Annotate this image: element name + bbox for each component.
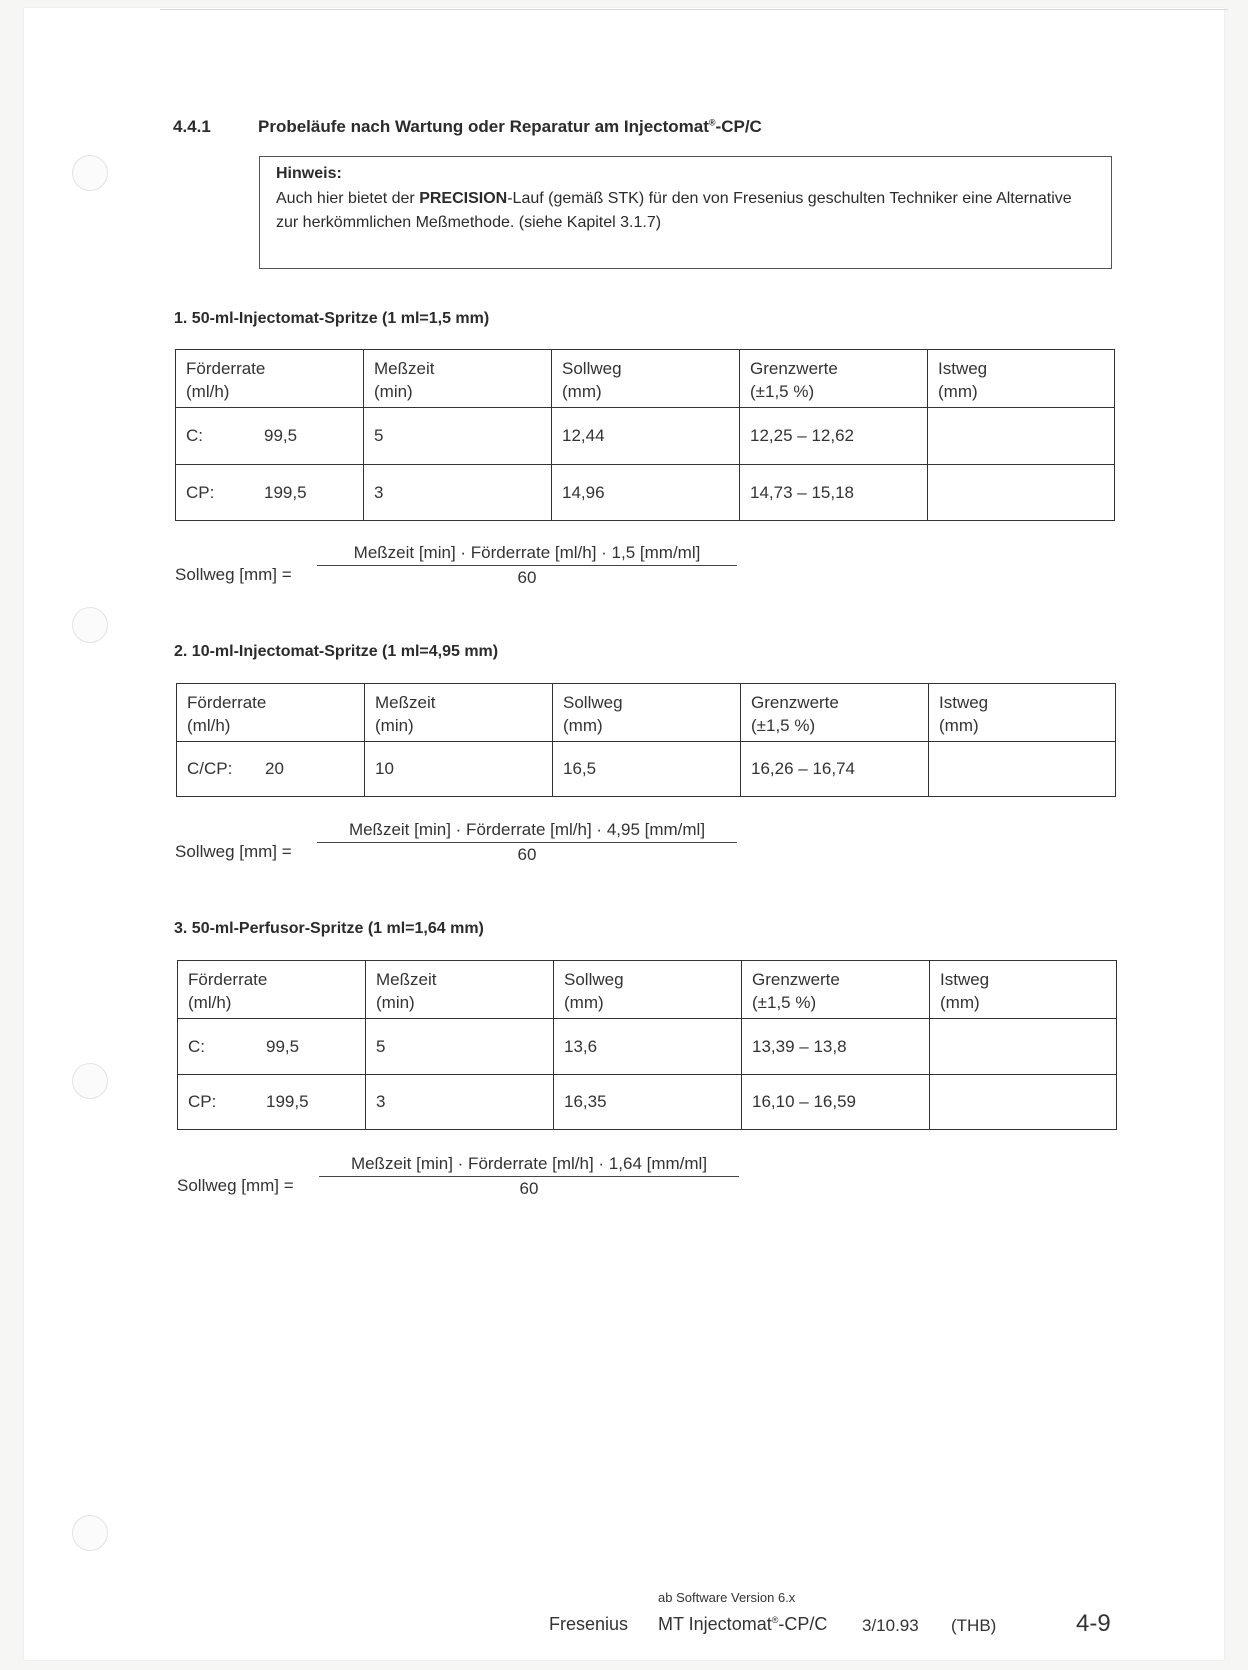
formula-lhs: Sollweg [mm] =: [175, 565, 292, 584]
formula-lhs: Sollweg [mm] =: [177, 1176, 294, 1195]
target-cell: 16,5: [553, 742, 741, 797]
table-heading-2: 2. 10-ml-Injectomat-Spritze (1 ml=4,95 mm): [174, 643, 499, 660]
note-text-end: -Lauf (gemäß STK) für den von Fresenius geschulten Techniker eine Alternative zur herkömmlichen Meßmethode. (siehe Kapitel 3.1.7): [276, 190, 1072, 231]
column-header: Sollweg (mm): [553, 684, 741, 742]
formula-fraction: [317, 820, 737, 865]
table-row: [176, 465, 1115, 521]
measurement-table-2: [176, 683, 1116, 797]
actual-cell: [930, 1019, 1117, 1075]
target-cell: 13,6: [554, 1019, 742, 1075]
formula-fraction: [317, 543, 737, 588]
footer-software-version: ab Software Version 6.x: [658, 1590, 796, 1605]
time-cell: 3: [366, 1075, 554, 1130]
target-cell: 16,35: [554, 1075, 742, 1130]
actual-cell: [930, 1075, 1117, 1130]
note-text-start: Auch hier bietet der: [276, 190, 420, 207]
column-header: Grenzwerte (±1,5 %): [742, 961, 930, 1019]
column-header: Förderrate (ml/h): [178, 961, 366, 1019]
rate-cell: C/CP: 20: [177, 742, 365, 797]
limits-cell: 12,25 – 12,62: [740, 408, 928, 465]
footer-author: (THB): [951, 1616, 997, 1635]
measurement-table-1: [175, 349, 1115, 521]
formula-fraction: [319, 1154, 739, 1199]
table-heading-1: 1. 50-ml-Injectomat-Spritze (1 ml=1,5 mm): [174, 310, 490, 327]
column-header: Grenzwerte (±1,5 %): [740, 350, 928, 408]
table-header-row: [176, 350, 1115, 408]
formula-denominator: 60: [517, 568, 537, 587]
note-title: Hinweis:: [276, 165, 342, 182]
table-row: [178, 1019, 1117, 1075]
registered-mark: ®: [771, 1615, 779, 1625]
time-cell: 10: [365, 742, 553, 797]
note-text: [276, 187, 1095, 235]
section-title-suffix: -CP/C: [715, 117, 762, 136]
limits-cell: 13,39 – 13,8: [742, 1019, 930, 1075]
actual-cell: [929, 742, 1116, 797]
formula-numerator: Meßzeit [min] · Förderrate [ml/h] · 1,5 [mm/ml]: [317, 543, 737, 566]
footer-company: Fresenius: [549, 1614, 629, 1634]
section-number: 4.4.1: [173, 117, 211, 136]
table-row: [176, 408, 1115, 465]
column-header: Sollweg (mm): [552, 350, 740, 408]
punch-hole: [72, 607, 108, 643]
time-cell: 5: [364, 408, 552, 465]
section-title: [258, 117, 762, 137]
column-header: Meßzeit (min): [364, 350, 552, 408]
table-heading-3: 3. 50-ml-Perfusor-Spritze (1 ml=1,64 mm): [174, 920, 484, 937]
table-header-row: [177, 684, 1116, 742]
page-number: 4-9: [1076, 1610, 1111, 1637]
column-header: Grenzwerte (±1,5 %): [741, 684, 929, 742]
punch-hole: [72, 1063, 108, 1099]
rate-cell: C: 99,5: [178, 1019, 366, 1075]
column-header: Istweg (mm): [929, 684, 1116, 742]
punch-hole: [72, 155, 108, 191]
punch-hole: [72, 1515, 108, 1551]
formula-numerator: Meßzeit [min] · Förderrate [ml/h] · 4,95 [mm/ml]: [317, 820, 737, 843]
section-title-main: Probeläufe nach Wartung oder Reparatur am Injectomat: [258, 117, 709, 136]
column-header: Förderrate (ml/h): [176, 350, 364, 408]
formula-numerator: Meßzeit [min] · Förderrate [ml/h] · 1,64 [mm/ml]: [319, 1154, 739, 1177]
note-text-bold: PRECISION: [419, 190, 508, 207]
column-header: Meßzeit (min): [366, 961, 554, 1019]
table-row: [178, 1075, 1117, 1130]
registered-mark: ®: [708, 117, 716, 128]
top-edge-line: [160, 9, 1228, 10]
column-header: Förderrate (ml/h): [177, 684, 365, 742]
table-row: [177, 742, 1116, 797]
note-box: [259, 156, 1112, 269]
formula-lhs: Sollweg [mm] =: [175, 842, 292, 861]
measurement-table-3: [177, 960, 1117, 1130]
formula-denominator: 60: [517, 845, 537, 864]
rate-cell: CP: 199,5: [178, 1075, 366, 1130]
target-cell: 12,44: [552, 408, 740, 465]
column-header: Istweg (mm): [930, 961, 1117, 1019]
limits-cell: 14,73 – 15,18: [740, 465, 928, 521]
target-cell: 14,96: [552, 465, 740, 521]
footer-product: [658, 1614, 827, 1635]
column-header: Meßzeit (min): [365, 684, 553, 742]
table-header-row: [178, 961, 1117, 1019]
footer-product-main: MT Injectomat: [658, 1614, 772, 1634]
limits-cell: 16,10 – 16,59: [742, 1075, 930, 1130]
footer-date: 3/10.93: [862, 1616, 919, 1635]
formula-denominator: 60: [519, 1179, 539, 1198]
actual-cell: [928, 465, 1115, 521]
footer-product-suffix: -CP/C: [778, 1614, 828, 1634]
limits-cell: 16,26 – 16,74: [741, 742, 929, 797]
time-cell: 5: [366, 1019, 554, 1075]
column-header: Sollweg (mm): [554, 961, 742, 1019]
column-header: Istweg (mm): [928, 350, 1115, 408]
actual-cell: [928, 408, 1115, 465]
time-cell: 3: [364, 465, 552, 521]
rate-cell: CP: 199,5: [176, 465, 364, 521]
rate-cell: C: 99,5: [176, 408, 364, 465]
